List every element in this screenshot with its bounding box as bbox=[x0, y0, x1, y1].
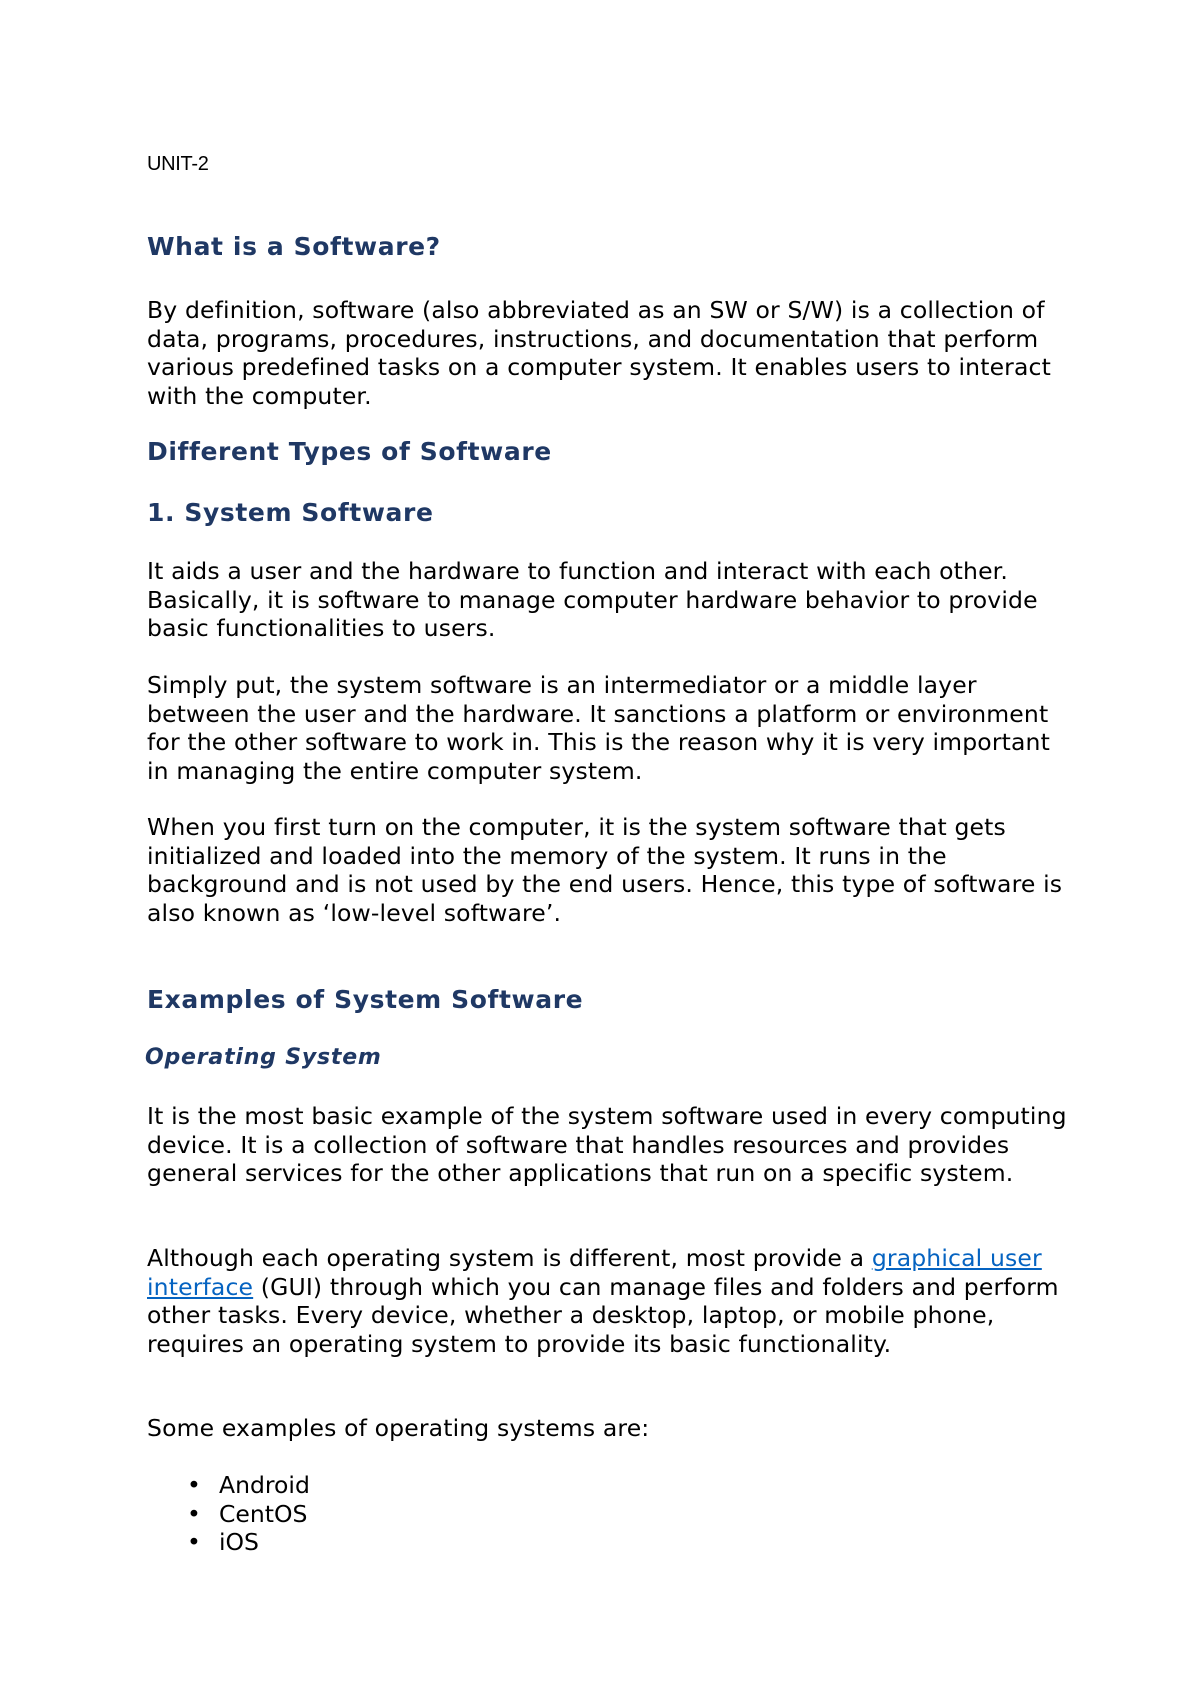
list-item-label: iOS bbox=[219, 1528, 259, 1556]
system-software-paragraph-3: When you first turn on the computer, it is the system software that gets initialized and loaded into the memory of the system. It runs in the background and is not used by the end users. Hence, this type of software is also known as ‘low-level software’. bbox=[147, 813, 1063, 927]
list-item-label: Android bbox=[219, 1471, 310, 1499]
os-paragraph-1: It is the most basic example of the system software used in every computing device. It is a collection of software that handles resources and provides general services for the other applications that run on a specific system. bbox=[147, 1102, 1067, 1187]
types-of-software-heading: Different Types of Software bbox=[147, 437, 552, 466]
os-paragraph-2-text-before: Although each operating system is different, most provide a bbox=[147, 1244, 872, 1272]
bullet-icon: • bbox=[187, 1528, 201, 1556]
unit-label: UNIT-2 bbox=[147, 153, 209, 175]
os-examples-intro: Some examples of operating systems are: bbox=[147, 1414, 650, 1442]
what-is-software-heading: What is a Software? bbox=[147, 232, 441, 261]
os-examples-list bbox=[147, 1471, 310, 1557]
os-paragraph-2-text-after: (GUI) through which you can manage files and folders and perform other tasks. Every device, whether a desktop, laptop, or mobile phone, requires an operating system to provide its basic functionality. bbox=[147, 1272, 1059, 1358]
bullet-icon: • bbox=[187, 1499, 201, 1528]
system-software-paragraph-1: It aids a user and the hardware to function and interact with each other. Basically, it is software to manage computer hardware behavior to provide basic functionalities to users. bbox=[147, 557, 1038, 642]
list-item bbox=[147, 1471, 310, 1500]
os-paragraph-2 bbox=[147, 1244, 1067, 1358]
bullet-icon: • bbox=[187, 1471, 201, 1499]
graphical-user-interface-link[interactable]: graphical user interface bbox=[147, 1244, 1042, 1301]
list-item-label: CentOS bbox=[219, 1499, 308, 1528]
operating-system-heading: Operating System bbox=[145, 1045, 382, 1070]
list-item bbox=[147, 1528, 310, 1557]
examples-heading: Examples of System Software bbox=[147, 985, 584, 1014]
system-software-paragraph-2: Simply put, the system software is an intermediator or a middle layer between the user and the hardware. It sanctions a platform or environment for the other software to work in. This is the reason why it is very important in managing the entire computer system. bbox=[147, 671, 1050, 785]
list-item bbox=[147, 1500, 310, 1529]
system-software-heading: 1. System Software bbox=[147, 498, 434, 527]
definition-paragraph: By definition, software (also abbreviated as an SW or S/W) is a collection of data, programs, procedures, instructions, and documentation that perform various predefined tasks on a computer system. It enables users to interact with the computer. bbox=[147, 296, 1051, 410]
